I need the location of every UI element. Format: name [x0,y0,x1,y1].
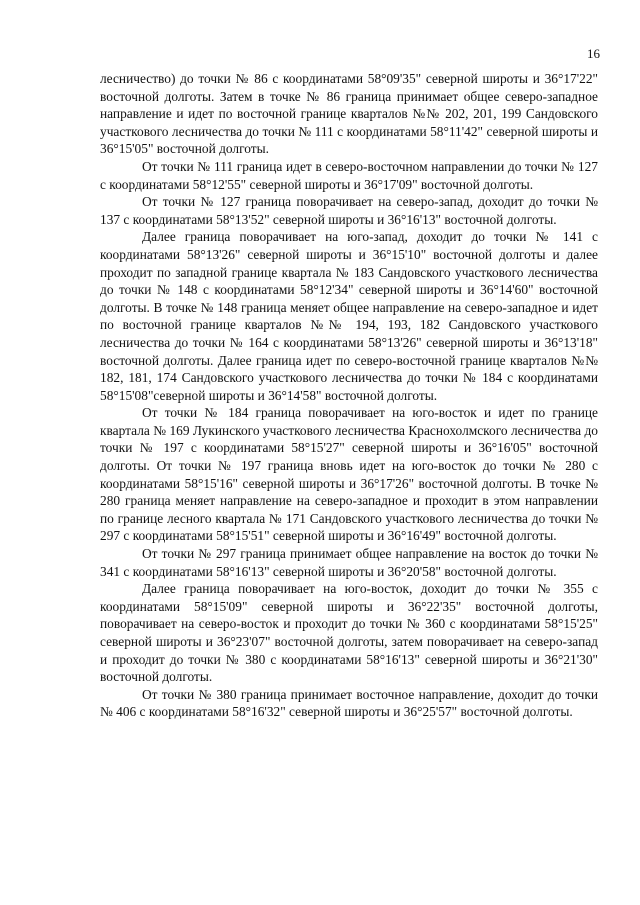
paragraph-point-355: Далее граница поворачивает на юго-восток, доходит до точки № 355 с координатами 58°15'09" северной широты и 36°22'35" восточной долготы, поворачивает на северо-восток и проходит до точки № 360 с координатами 58°15'25" северной широты и 36°23'07" восточной долготы, затем поворачивает на северо-запад и проходит до точки № 380 с координатами 58°16'13" северной широты и 36°21'30" восточной долготы. [100,581,598,685]
paragraph-continuation: лесничество) до точки № 86 с координатами 58°09'35" северной широты и 36°17'22" восточной долготы. Затем в точке № 86 граница принимает общее северо-западное направление и идет по восточной границе кварталов №№ 202, 201, 199 Сандовского участкового лесничества до точки № 111 с координатами 58°11'42" северной широты и 36°15'05" восточной долготы. [100,71,598,157]
paragraph-point-297: От точки № 297 граница принимает общее направление на восток до точки № 341 с координатами 58°16'13" северной широты и 36°20'58" восточной долготы. [100,546,598,579]
page-number: 16 [587,46,600,61]
document-body [100,70,598,721]
paragraph-point-127: От точки № 127 граница поворачивает на северо-запад, доходит до точки № 137 с координатами 58°13'52" северной широты и 36°16'13" восточной долготы. [100,194,598,227]
paragraph-point-141: Далее граница поворачивает на юго-запад, доходит до точки № 141 с координатами 58°13'26" северной широты и 36°15'10" восточной долготы и далее проходит по западной границе квартала № 183 Сандовского участкового лесничества до точки № 148 с координатами 58°12'34" северной широты и 36°14'60" восточной долготы. В точке № 148 граница меняет общее направление на северо-западное и идет по восточной границе кварталов №№ 194, 193, 182 Сандовского участкового лесничества до точки № 164 с координатами 58°13'26" северной широты и 36°13'18" восточной долготы. Далее граница идет по северо-восточной границе кварталов №№ 182, 181, 174 Сандовского участкового лесничества до точки № 184 с координатами 58°15'08"северной широты и 36°14'58" восточной долготы. [100,229,598,403]
paragraph-point-380: От точки № 380 граница принимает восточное направление, доходит до точки № 406 с координатами 58°16'32" северной широты и 36°25'57" восточной долготы. [100,686,598,720]
paragraph-point-111: От точки № 111 граница идет в северо-восточном направлении до точки № 127 с координатами 58°12'55" северной широты и 36°17'09" восточной долготы. [100,158,598,192]
paragraph-point-184: От точки № 184 граница поворачивает на юго-восток и идет по границе квартала № 169 Лукинского участкового лесничества Краснохолмского лесничества до точки № 197 с координатами 58°15'27" северной широты и 36°16'05" восточной долготы. От точки № 197 граница вновь идет на юго-восток до точки № 280 с координатами 58°15'16" северной широты и 36°17'26" восточной долготы. В точке № 280 граница меняет направление на северо-западное и проходит в этом направлении по границе лесного квартала № 171 Сандовского участкового лесничества до точки № 297 с координатами 58°15'51" северной широты и 36°16'49" восточной долготы. [100,405,598,544]
